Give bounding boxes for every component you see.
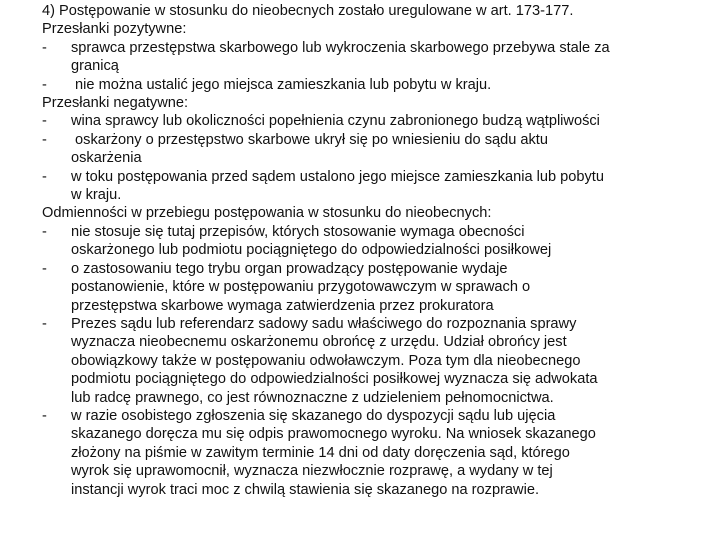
list-item-line: złożony na piśmie w zawitym terminie 14 dni od daty doręczenia sąd, którego xyxy=(71,444,570,461)
bullet-dash: - xyxy=(42,315,47,332)
list-item xyxy=(42,131,710,168)
list-item xyxy=(42,260,710,315)
section-heading: Przesłanki negatywne: xyxy=(42,95,189,112)
list-item-line: Prezes sądu lub referendarz sadowy sadu właściwego do rozpoznania sprawy xyxy=(71,315,577,332)
list-item-line: wyrok się uprawomocnił, wyznacza niezwłocznie rozprawę, a wydany w tej xyxy=(71,463,553,480)
list-item-line: w kraju. xyxy=(71,187,122,204)
bullet-dash: - xyxy=(42,168,47,185)
list-item-line: obowiązkowy także w postępowaniu odwoławczym. Poza tym dla nieobecnego xyxy=(71,352,581,369)
section-heading: Przesłanki pozytywne: xyxy=(42,21,187,38)
list-item-line: oskarżenia xyxy=(71,150,142,167)
bullet-dash: - xyxy=(42,407,47,424)
list-item-line: wyznacza nieobecnemu oskarżonemu obrońcę z urzędu. Udział obrońcy jest xyxy=(71,334,567,351)
bullet-dash: - xyxy=(42,260,47,277)
intro-line: 4) Postępowanie w stosunku do nieobecnych zostało uregulowane w art. 173-177. xyxy=(42,3,574,19)
sections-container xyxy=(42,20,710,499)
list-item-line: lub radcę prawnego, co jest równoznaczne z udzieleniem pełnomocnictwa. xyxy=(71,389,554,406)
bullet-dash: - xyxy=(42,223,47,240)
list-item-line: instancji wyrok traci moc z chwilą stawienia się skazanego na rozprawie. xyxy=(71,481,540,498)
list-item-line: sprawca przestępstwa skarbowego lub wykroczenia skarbowego przebywa stale za xyxy=(71,39,610,56)
list-item-line: postanowienie, które w postępowaniu przygotowawczym w sprawach o xyxy=(71,279,531,296)
list-item xyxy=(42,39,710,76)
list-item xyxy=(42,315,710,407)
list-item xyxy=(42,223,710,260)
list-item-line: przestępstwa skarbowe wymaga zatwierdzenia przez prokuratora xyxy=(71,297,494,314)
list-item-line: w razie osobistego zgłoszenia się skazanego do dyspozycji sądu lub ujęcia xyxy=(71,407,556,424)
list-item-line: oskarżonego lub podmiotu pociągniętego do odpowiedzialności posiłkowej xyxy=(71,242,552,259)
list-item xyxy=(42,407,710,499)
list-item xyxy=(42,168,710,205)
document-body xyxy=(42,2,710,499)
bullet-dash: - xyxy=(42,76,47,93)
list-item-line: oskarżony o przestępstwo skarbowe ukrył się po wniesieniu do sądu aktu xyxy=(71,131,548,148)
list-item-line: podmiotu pociągniętego do odpowiedzialności posiłkowej wyznacza się adwokata xyxy=(71,371,598,388)
list-item-line: o zastosowaniu tego trybu organ prowadzący postępowanie wydaje xyxy=(71,260,508,277)
bullet-dash: - xyxy=(42,131,47,148)
list-item xyxy=(42,76,710,94)
list-item-line: skazanego doręcza mu się odpis prawomocnego wyroku. Na wniosek skazanego xyxy=(71,426,596,443)
section-heading: Odmienności w przebiegu postępowania w stosunku do nieobecnych: xyxy=(42,205,492,222)
bullet-dash: - xyxy=(42,113,47,130)
list-item xyxy=(42,112,710,130)
list-item-line: granicą xyxy=(71,58,119,75)
list-item-line: nie stosuje się tutaj przepisów, których stosowanie wymaga obecności xyxy=(71,223,525,240)
list-item-line: w toku postępowania przed sądem ustalono jego miejsce zamieszkania lub pobytu xyxy=(71,168,604,185)
list-item-line: nie można ustalić jego miejsca zamieszkania lub pobytu w kraju. xyxy=(71,76,492,93)
bullet-dash: - xyxy=(42,39,47,56)
list-item-line: wina sprawcy lub okoliczności popełnienia czynu zabronionego budzą wątpliwości xyxy=(71,113,600,130)
